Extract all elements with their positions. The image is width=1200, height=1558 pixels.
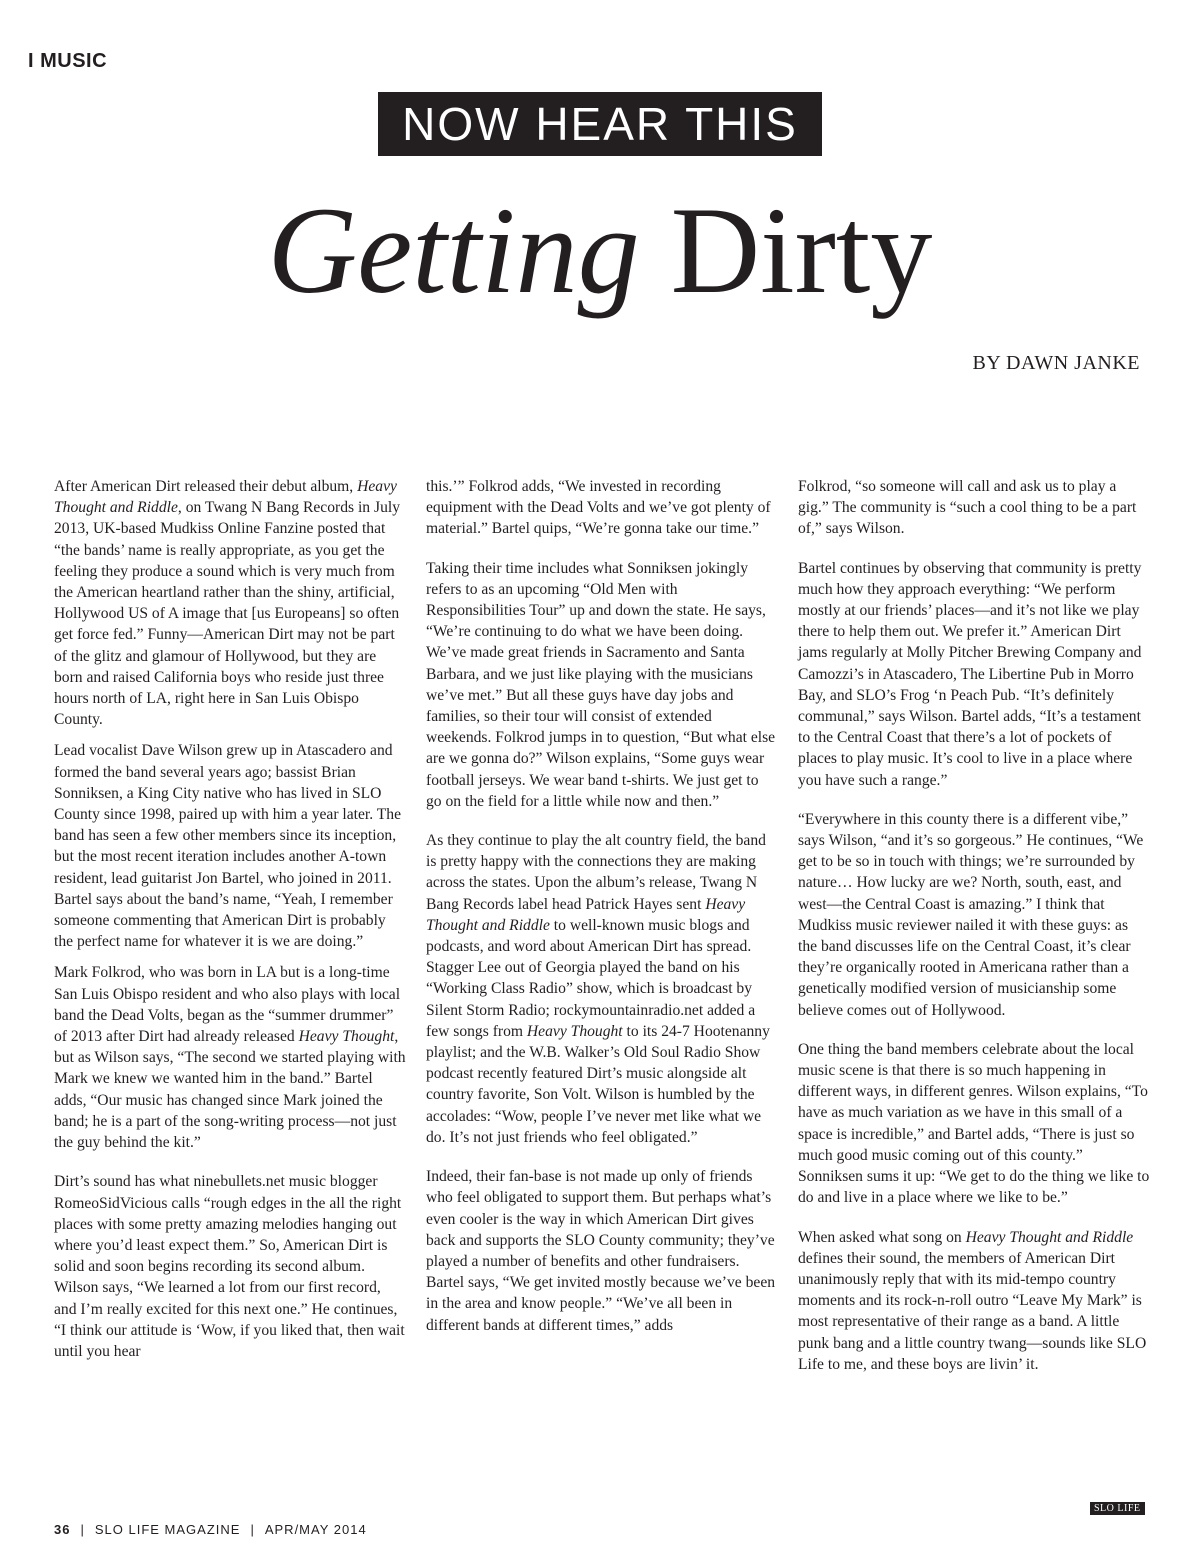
paragraph: When asked what song on Heavy Thought and Riddle defines their sound, the members of American Dirt unanimously reply that with its mid-tempo country moments and its rock-n-roll outro “Leave My Mark” is most representative of their range as a band. A little punk bang and a little country twang—sounds like SLO Life to me, and these boys are livin’ it. <box>798 1228 1147 1373</box>
paragraph: Indeed, their fan-base is not made up only of friends who feel obligated to support them. But perhaps what’s even cooler is the way in which American Dirt gives back and supports the SLO County community; they’ve played a number of benefits and other fundraisers. Bartel says, “We get invited mostly because we’ve been in the area and know people.” “We’ve all been in different bands at different times,” adds <box>426 1168 776 1334</box>
byline: BY DAWN JANKE <box>972 352 1140 374</box>
kicker-container <box>0 92 1200 156</box>
paragraph: “Everywhere in this county there is a different vibe,” says Wilson, “and it’s so gorgeous.” He continues, “We get to be so in touch with things; we’re surrounded by nature… How lucky are we? North, south, east, and west—the Central Coast is amazing.” I think that Mudkiss music reviewer nailed it with these guys: as the band discusses life on the Central Coast, it’s clear they’re organically rooted in Americana rather than a genetically modified version of musicianship some believe comes out of Hollywood. <box>798 810 1144 1019</box>
page-footer: 36 | SLO LIFE MAGAZINE | APR/MAY 2014 <box>54 1522 367 1537</box>
issue-date: APR/MAY 2014 <box>264 1522 367 1537</box>
headline-italic: Getting <box>267 182 640 319</box>
paragraph: Lead vocalist Dave Wilson grew up in Atascadero and formed the band several years ago; bassist Brian Sonniksen, a King City native who has lived in SLO County since 1998, paired up with him a year later. The band has seen a few other members since its inception, but the most recent iteration includes another A-town resident, lead guitarist Jon Bartel, who joined in 2011. Bartel says about the band’s name, “Yeah, I remember someone commenting that American Dirt is probably the perfect name for whatever it is we are doing.” <box>54 742 402 951</box>
page-number: 36 <box>54 1522 71 1537</box>
article-column-2 <box>426 476 778 1346</box>
paragraph: Mark Folkrod, who was born in LA but is a long-time San Luis Obispo resident and who also plays with local band the Dead Volts, began as the “summer drummer” of 2013 after Dirt had already released Heavy Thought, but as Wilson says, “The second we started playing with Mark we knew we wanted him in the band.” Bartel adds, “Our music has changed since Mark joined the band; he is a part of the song-writing process—not just the guy behind the kit.” <box>54 964 406 1152</box>
paragraph: Folkrod, “so someone will call and ask us to play a gig.” The community is “such a cool thing to be a part of,” says Wilson. <box>798 478 1137 538</box>
end-mark: SLO LIFE <box>1090 1502 1145 1515</box>
kicker-banner: NOW HEAR THIS <box>378 92 822 156</box>
article-column-3 <box>798 476 1150 1385</box>
headline <box>0 176 1200 326</box>
paragraph: this.’” Folkrod adds, “We invested in recording equipment with the Dead Volts and we’ve got plenty of material.” Bartel quips, “We’re gonna take our time.” <box>426 478 771 538</box>
magazine-name: SLO LIFE MAGAZINE <box>94 1522 241 1537</box>
paragraph: Taking their time includes what Sonniksen jokingly refers to as an upcoming “Old Men with Responsibilities Tour” up and down the state. He says, “We’re continuing to do what we have been doing. We’ve made great friends in Sacramento and Santa Barbara, and we just like playing with the musicians we’ve met.” But all these guys have day jobs and families, so their tour will consist of extended weekends. Folkrod jumps in to question, “But what else are we gonna do?” Wilson explains, “Some guys wear football jerseys. We wear band t-shirts. We just get to go on the field for a little while now and then.” <box>426 559 776 810</box>
paragraph: One thing the band members celebrate about the local music scene is that there is so much happening in different ways, in different genres. Wilson explains, “To have as much variation as we have in this small of a space is incredible,” and Bartel adds, “There is just so much good music coming out of this county.” Sonniksen sums it up: “We get to do the thing we like to do and live in a place where we like to be.” <box>798 1040 1150 1207</box>
paragraph: Bartel continues by observing that community is pretty much how they approach everything: “We perform mostly at our friends’ places—and it’s not like we play there to help them out. We prefer it.” American Dirt jams regularly at Molly Pitcher Brewing Company and Camozzi’s in Atascadero, The Libertine Pub in Morro Bay, and SLO’s Frog ‘n Peach Pub. “It’s definitely communal,” says Wilson. Bartel adds, “It’s a testament to the Central Coast that there’s a lot of pockets of places to play music. It’s cool to live in a place where you have such a range.” <box>798 559 1142 789</box>
paragraph: After American Dirt released their debut album, Heavy Thought and Riddle, on Twang N Bang Records in July 2013, UK-based Mudkiss Online Fanzine posted that “the bands’ name is really appropriate, as you get the feeling they produce a sound which is very much from the American heartland rather than the shiny, artificial, Hollywood US of A image that [us Europeans] so often get force fed.” Funny—American Dirt may not be part of the glitz and glamour of Hollywood, but they are born and raised California boys who reside just three hours north of LA, right here in San Luis Obispo County. <box>54 478 401 729</box>
paragraph: Dirt’s sound has what ninebullets.net music blogger RomeoSidVicious calls “rough edges in the all the right places with some pretty amazing melodies hanging out where you’d least expect them.” So, American Dirt is solid and soon begins recording its second album. Wilson says, “We learned a lot from our first record, and I’m really excited for this next one.” He continues, “I think our attitude is ‘Wow, if you liked that, then wait until you hear <box>54 1173 405 1360</box>
section-label: I MUSIC <box>28 50 108 72</box>
article-column-1 <box>54 476 406 1372</box>
headline-roman: Dirty <box>670 182 933 319</box>
paragraph: As they continue to play the alt country field, the band is pretty happy with the connections they are making across the states. Upon the album’s release, Twang N Bang Records label head Patrick Hayes sent Heavy Thought and Riddle to well-known music blogs and podcasts, and word about American Dirt has spread. Stagger Lee out of Georgia played the band on his “Working Class Radio” show, which is broadcast by Silent Storm Radio; rockymountainradio.net added a few songs from Heavy Thought to its 24-7 Hootenanny playlist; and the W.B. Walker’s Old Soul Radio Show podcast recently featured Dirt’s music alongside alt country favorite, Son Volt. Wilson is humbled by the accolades: “Wow, people I’ve never met like what we do. It’s not just friends who feel obligated.” <box>426 832 770 1146</box>
